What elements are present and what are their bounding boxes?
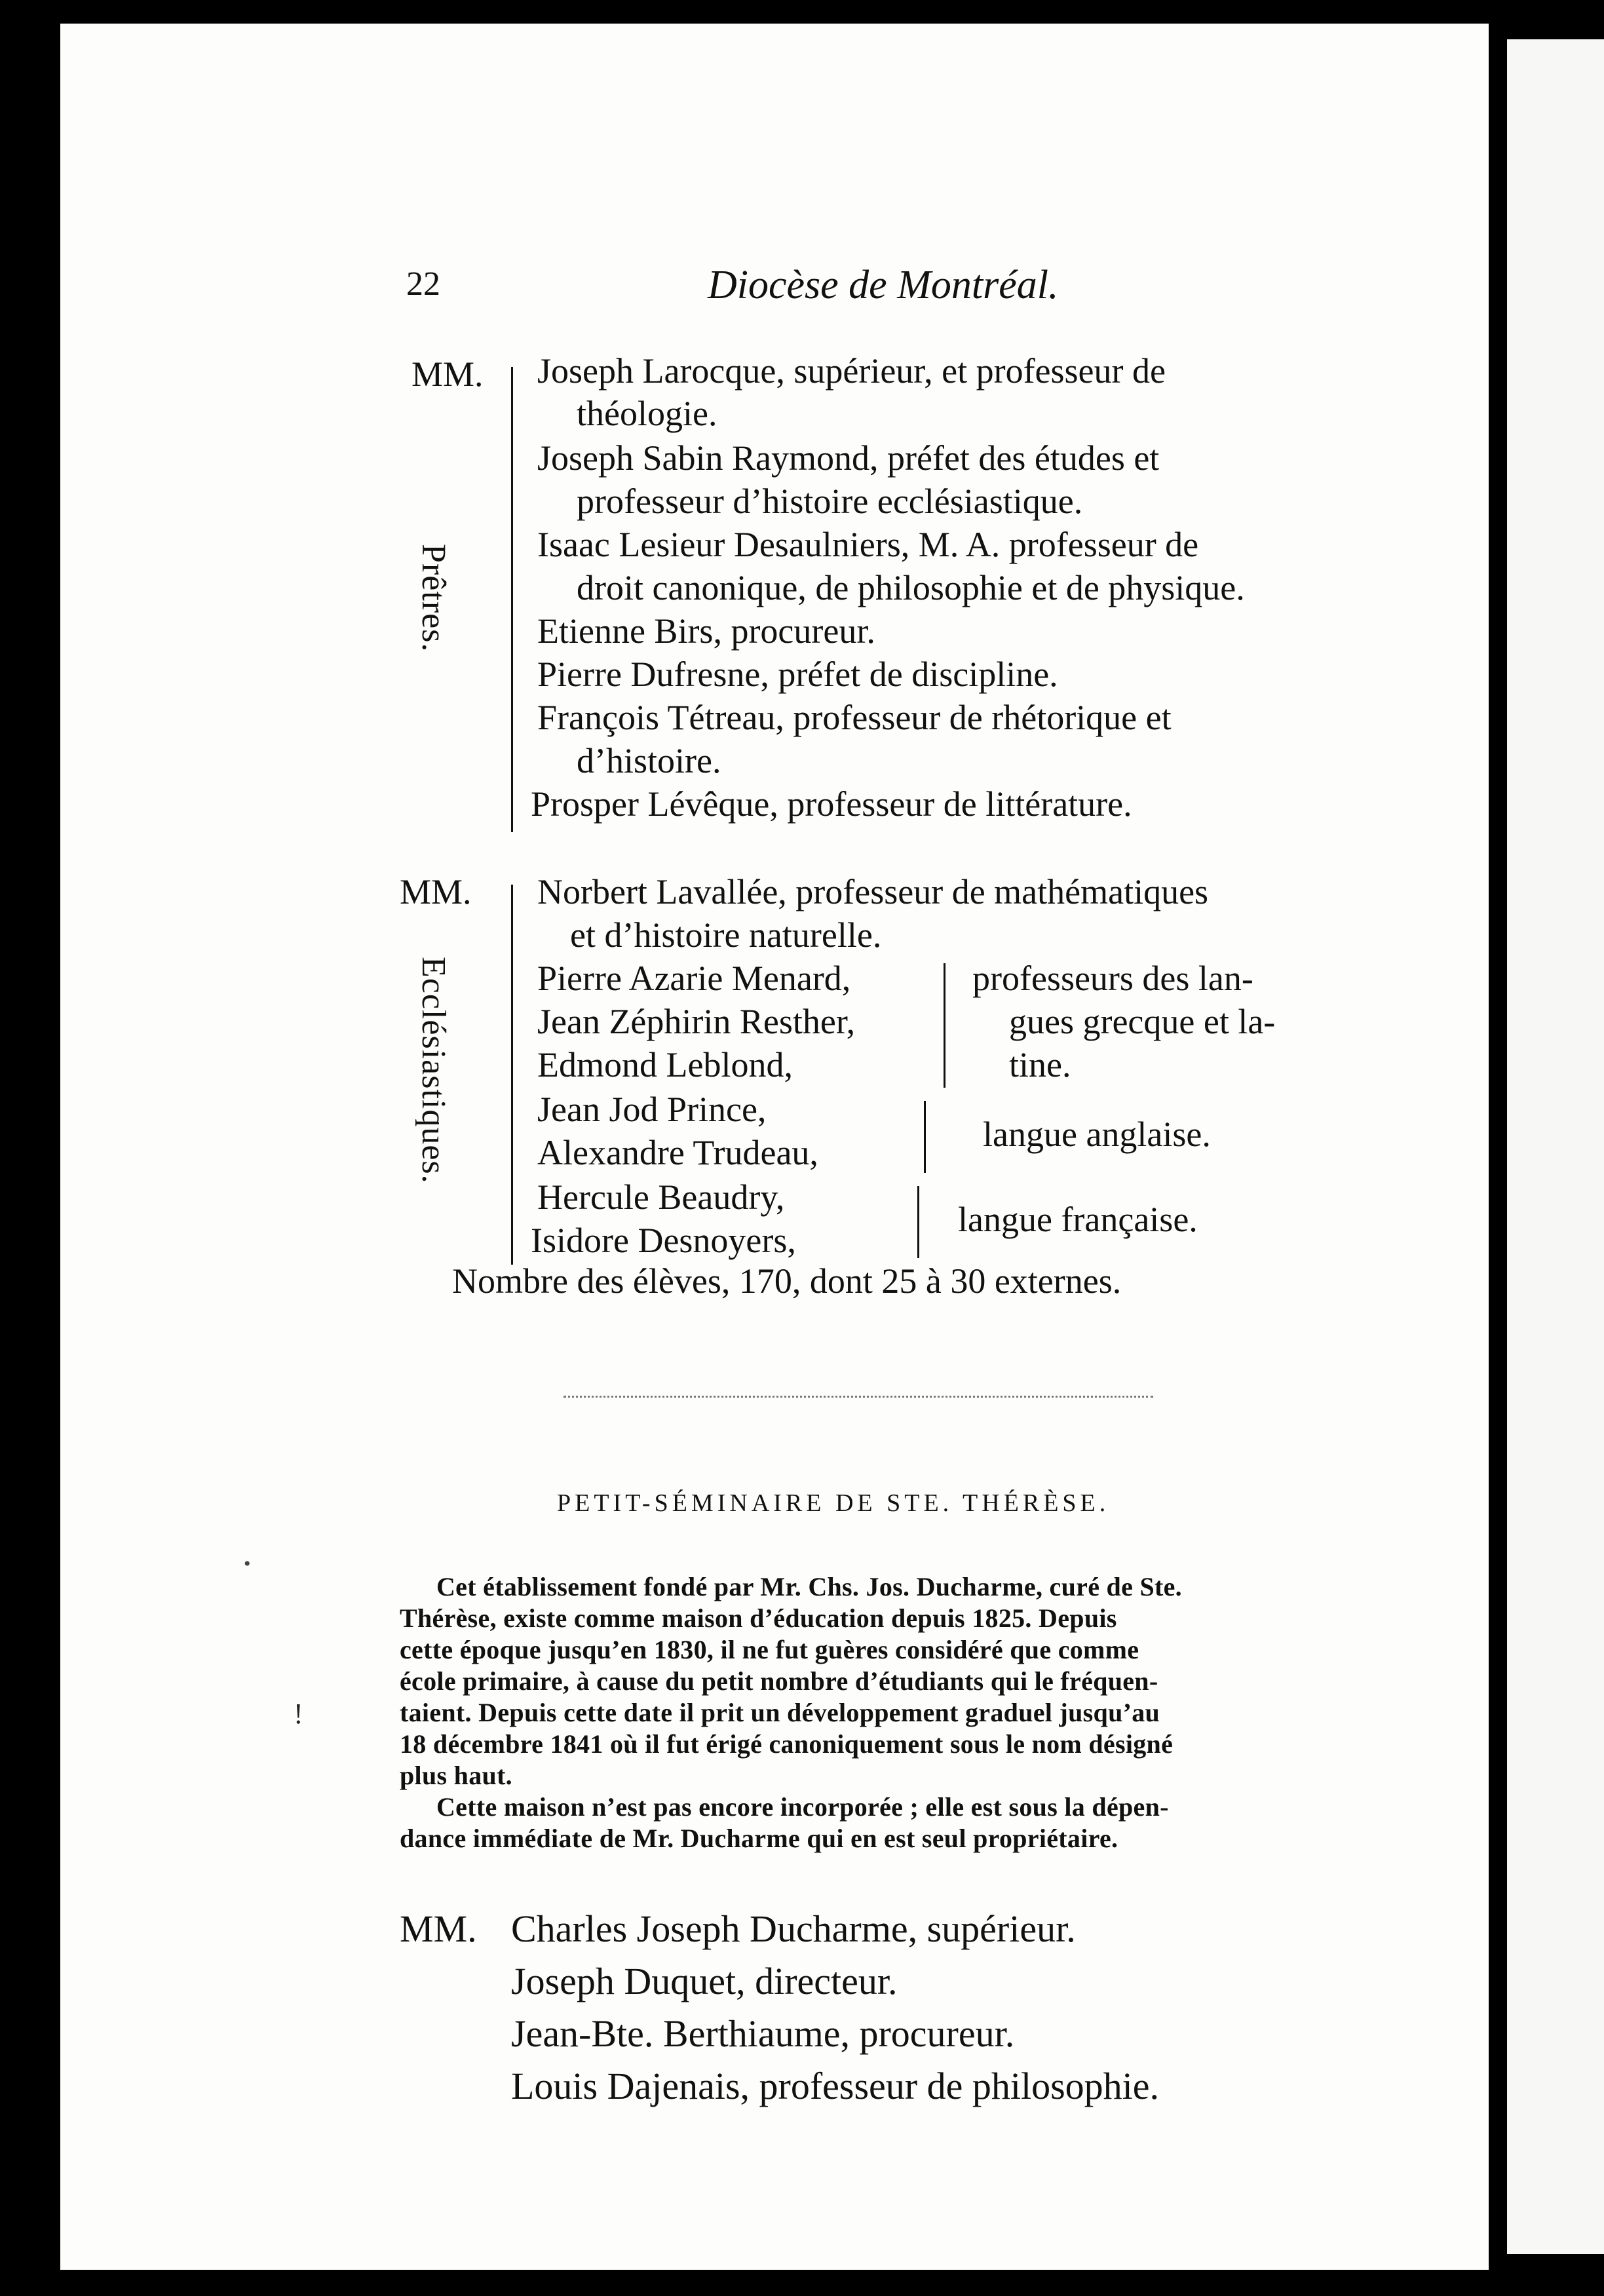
paragraph-line: dance immédiate de Mr. Ducharme qui en est seul propriétaire. xyxy=(400,1824,1118,1853)
pretres-line: droit canonique, de philosophie et de physique. xyxy=(577,568,1245,607)
eccl-line: Jean Zéphirin Resther, xyxy=(537,1002,856,1041)
paragraph-line: Thérèse, existe comme maison d’éducation depuis 1825. Depuis xyxy=(400,1603,1117,1633)
speck-mark: ! xyxy=(294,1698,303,1730)
pretres-line: d’histoire. xyxy=(577,741,721,780)
pretres-line: Pierre Dufresne, préfet de discipline. xyxy=(537,655,1058,694)
langues-line: gues grecque et la- xyxy=(1009,1002,1276,1041)
eccl-line: Norbert Lavallée, professeur de mathématiques xyxy=(537,872,1209,911)
langues-line: tine. xyxy=(1009,1045,1071,1084)
eccl-prefix: MM. xyxy=(400,872,472,911)
speck-mark: • xyxy=(244,1553,251,1575)
pretres-side-label: Prêtres. xyxy=(415,544,452,653)
staff-line: Charles Joseph Ducharme, supérieur. xyxy=(511,1907,1076,1950)
staff-prefix: MM. xyxy=(400,1907,477,1950)
paragraph-line: école primaire, à cause du petit nombre d’étudiants qui le fréquen- xyxy=(400,1666,1158,1696)
eccl-line: Alexandre Trudeau, xyxy=(537,1133,818,1172)
eccl-line: et d’histoire naturelle. xyxy=(570,915,882,955)
eccl-brace xyxy=(511,885,513,1265)
eccl-line: Jean Jod Prince, xyxy=(537,1090,767,1129)
pretres-line: Prosper Lévêque, professeur de littérature. xyxy=(531,784,1132,824)
pretres-line: Isaac Lesieur Desaulniers, M. A. professeur de xyxy=(537,525,1199,564)
pretres-brace xyxy=(511,367,513,832)
staff-line: Jean-Bte. Berthiaume, procureur. xyxy=(511,2012,1015,2055)
adjacent-page-edge xyxy=(1507,39,1604,2254)
pretres-line: Joseph Larocque, supérieur, et professeur de xyxy=(537,351,1166,391)
langues-brace xyxy=(944,963,945,1088)
staff-line: Joseph Duquet, directeur. xyxy=(511,1960,898,2002)
page-number: 22 xyxy=(406,265,440,303)
paragraph-line: taient. Depuis cette date il prit un développement graduel jusqu’au xyxy=(400,1698,1160,1727)
pretres-line: Joseph Sabin Raymond, préfet des études et xyxy=(537,438,1160,478)
eccl-line: Isidore Desnoyers, xyxy=(531,1221,796,1260)
eccl-line: Pierre Azarie Menard, xyxy=(537,959,851,998)
francaise-label: langue française. xyxy=(958,1200,1198,1239)
pretres-line: professeur d’histoire ecclésiastique. xyxy=(577,482,1083,521)
running-title: Diocèse de Montréal. xyxy=(708,263,1059,307)
eleves-count: Nombre des élèves, 170, dont 25 à 30 externes. xyxy=(452,1261,1122,1301)
pretres-prefix: MM. xyxy=(411,354,484,394)
ornamental-rule xyxy=(563,1396,1153,1398)
staff-line: Louis Dajenais, professeur de philosophie. xyxy=(511,2065,1160,2107)
francaise-brace xyxy=(917,1186,919,1258)
paragraph-line: cette époque jusqu’en 1830, il ne fut guères considéré que comme xyxy=(400,1635,1139,1664)
anglaise-brace xyxy=(924,1101,926,1173)
paragraph-line: 18 décembre 1841 où il fut érigé canoniquement sous le nom désigné xyxy=(400,1729,1174,1759)
paragraph-line: Cette maison n’est pas encore incorporée ; elle est sous la dépen- xyxy=(436,1792,1169,1822)
pretres-line: théologie. xyxy=(577,394,717,433)
langues-line: professeurs des lan- xyxy=(972,959,1253,998)
eccl-line: Hercule Beaudry, xyxy=(537,1177,785,1217)
eccl-line: Edmond Leblond, xyxy=(537,1045,793,1084)
pretres-line: François Tétreau, professeur de rhétorique et xyxy=(537,698,1172,737)
paragraph-line: plus haut. xyxy=(400,1761,512,1790)
pretres-line: Etienne Birs, procureur. xyxy=(537,611,875,651)
anglaise-label: langue anglaise. xyxy=(983,1115,1211,1154)
section-title: PETIT-SÉMINAIRE DE STE. THÉRÈSE. xyxy=(557,1489,1110,1517)
paragraph-line: Cet établissement fondé par Mr. Chs. Jos. Ducharme, curé de Ste. xyxy=(436,1572,1182,1601)
eccl-side-label: Ecclésiastiques. xyxy=(415,957,452,1184)
